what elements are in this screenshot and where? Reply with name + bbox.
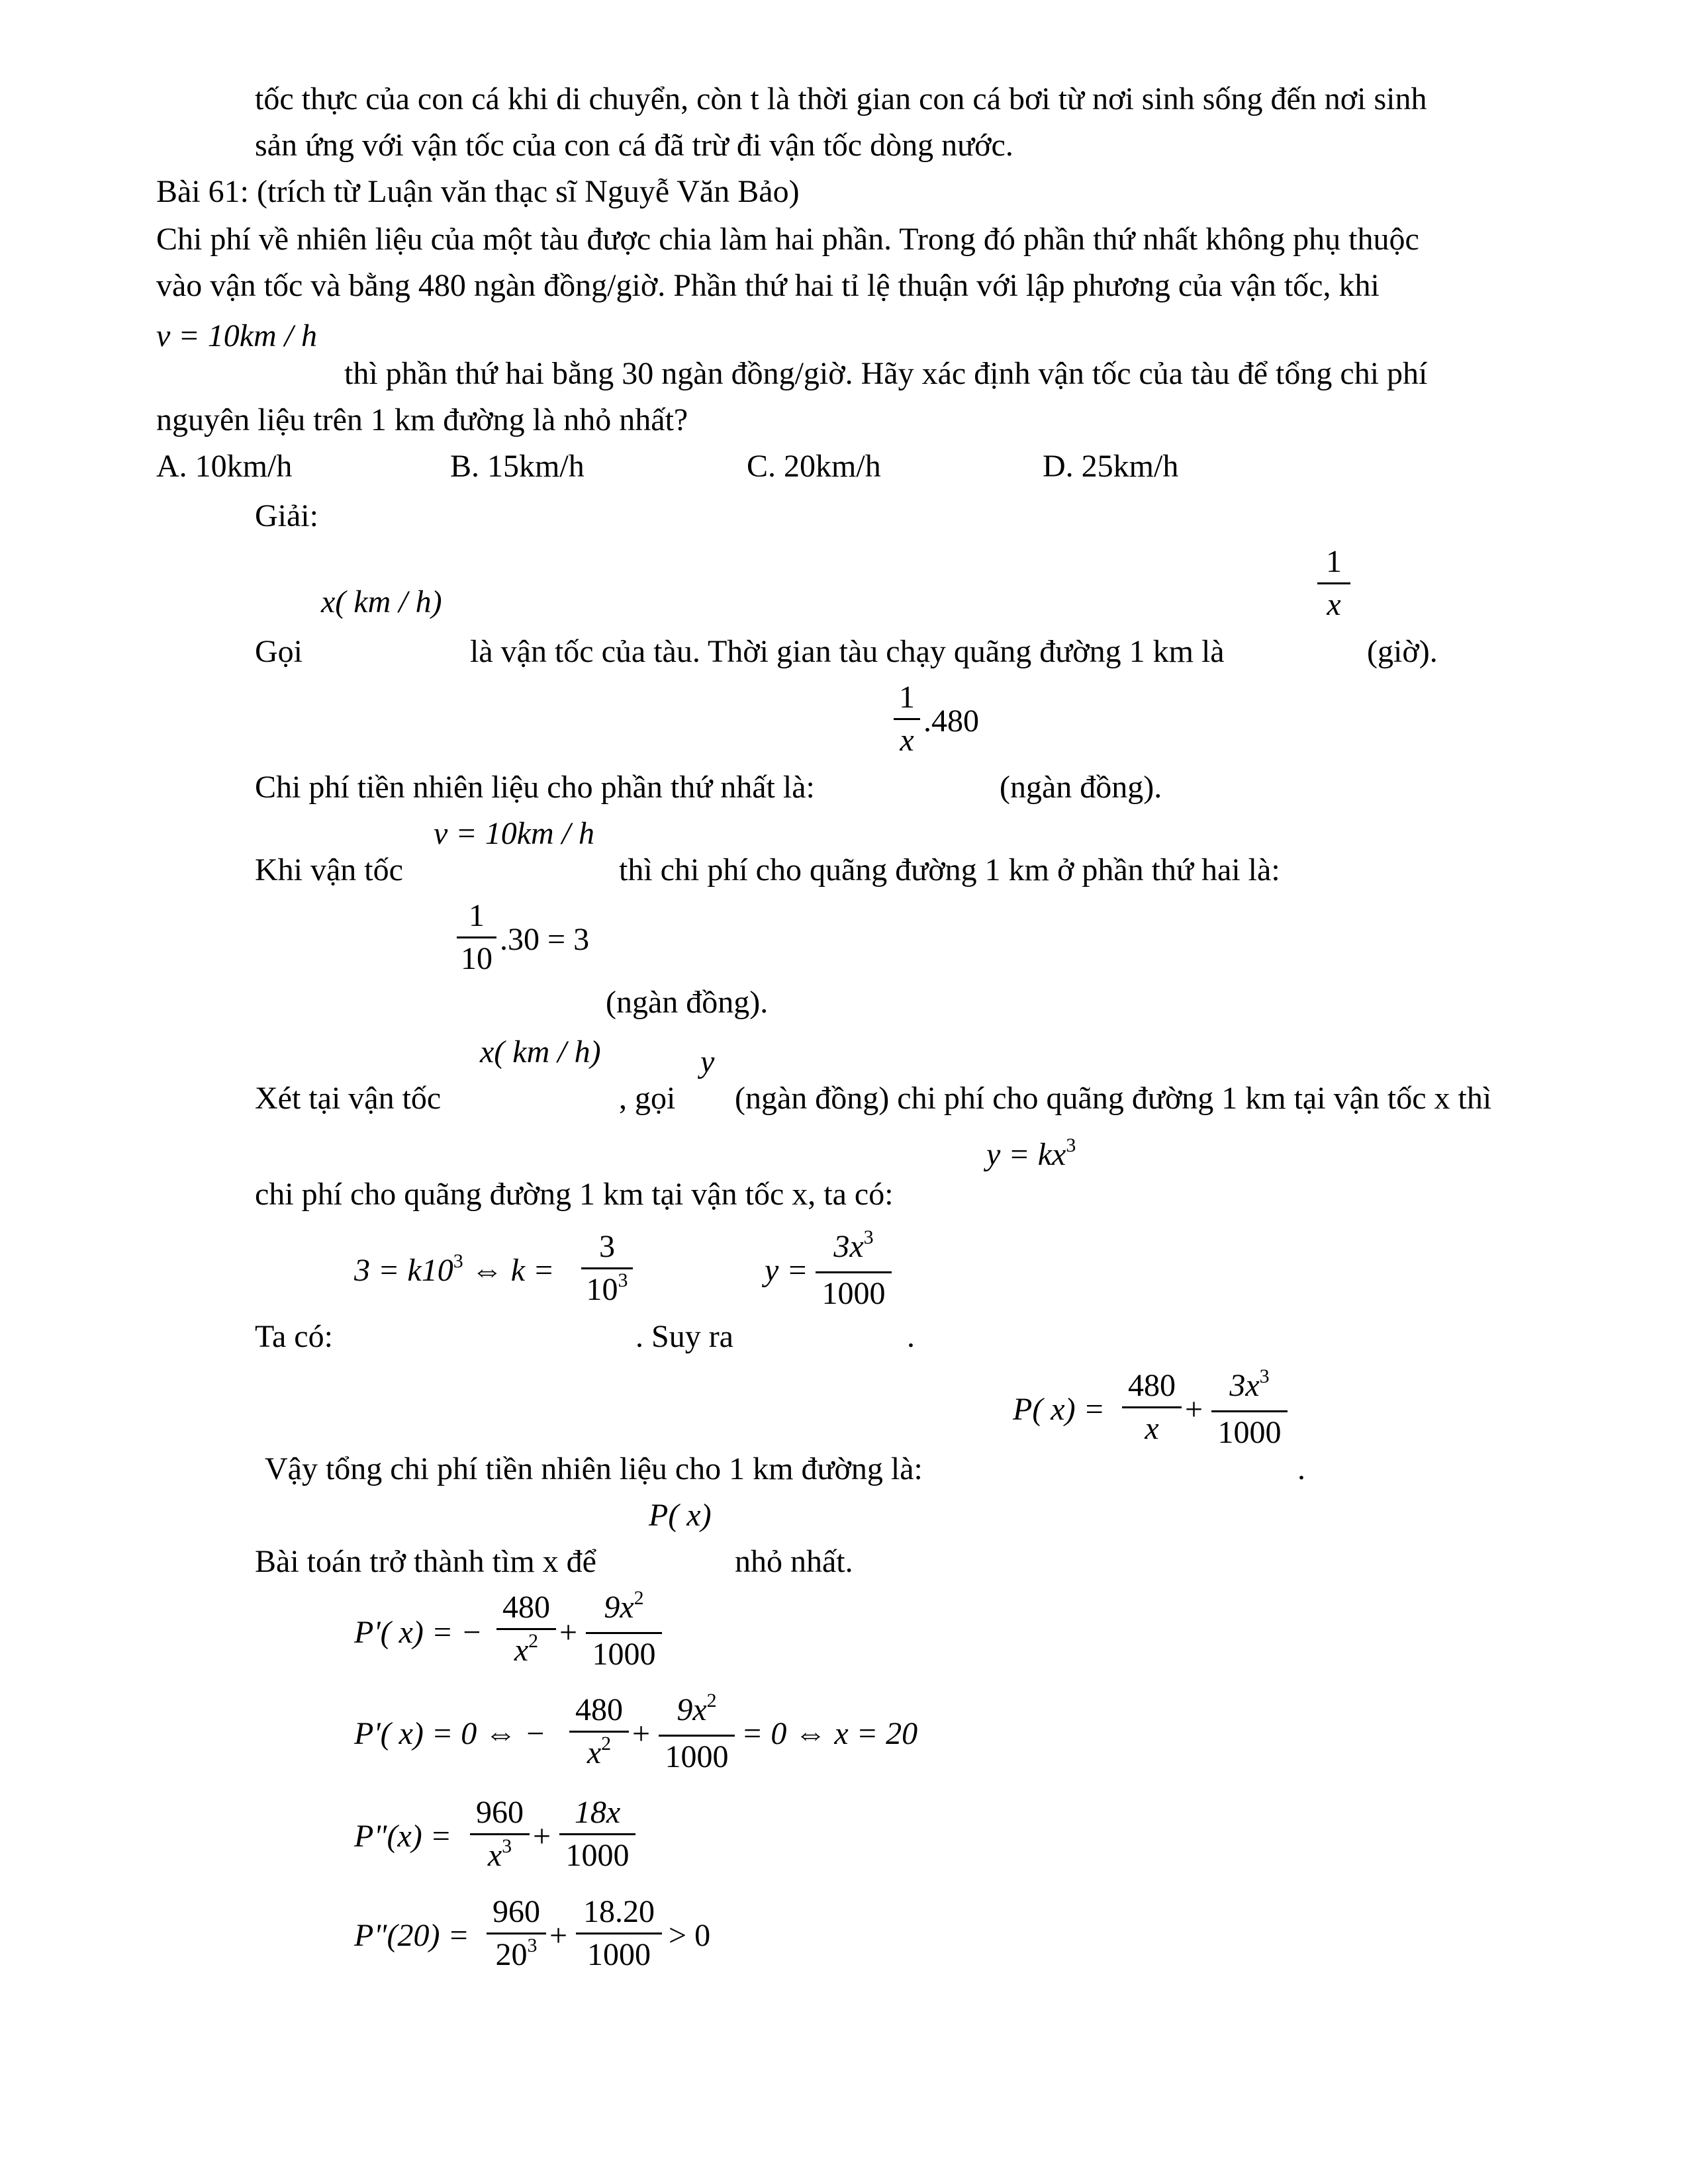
numerator: 3 xyxy=(599,1229,615,1264)
solution-heading: Giải: xyxy=(255,498,318,533)
fraction-1-over-x-480 xyxy=(894,678,920,760)
problem-title: Bài 61: (trích từ Luận văn thạc sĩ Nguyễ Văn Bảo) xyxy=(156,174,800,209)
fraction-1820-over-1000 xyxy=(576,1893,662,1974)
fraction-480-over-x2-b xyxy=(569,1691,629,1776)
intro-line-1: tốc thực của con cá khi di chuyển, còn t là thời gian con cá bơi từ nơi sinh sống đến nơi sinh xyxy=(255,81,1427,116)
taco-label: Ta có: xyxy=(255,1319,333,1354)
xet-sentence: (ngàn đồng) chi phí cho quãng đường 1 km tại vận tốc x thì xyxy=(735,1081,1492,1116)
plus-sign-4: + xyxy=(533,1819,551,1854)
option-a: A. 10km/h xyxy=(156,449,293,484)
denominator: $x^2$ xyxy=(586,1733,612,1770)
goi-2: , gọi xyxy=(619,1081,676,1116)
unit-ngan-dong: (ngàn đồng). xyxy=(606,985,769,1020)
denominator: 1000 xyxy=(592,1637,656,1672)
fraction-480-over-x xyxy=(1122,1367,1182,1448)
fraction-9x2-over-1000 xyxy=(586,1588,662,1674)
denominator: 1000 xyxy=(565,1838,630,1873)
fraction-1-over-x xyxy=(1317,543,1350,624)
fraction-18x-over-1000 xyxy=(559,1794,635,1875)
denominator: $x^2$ xyxy=(514,1630,539,1668)
nhonhat-label: nhỏ nhất. xyxy=(735,1544,853,1579)
option-d: D. 25km/h xyxy=(1043,449,1179,484)
cost-part-one: Chi phí tiền nhiên liệu cho phần thứ nhất là: xyxy=(255,770,815,805)
math-second-derivative-20: P"(20) = xyxy=(354,1918,469,1953)
problem-line-4: nguyên liệu trên 1 km đường là nhỏ nhất? xyxy=(156,402,688,437)
denominator: $20^3$ xyxy=(495,1934,538,1972)
intro-line-2: sản ứng với vận tốc của con cá đã trừ đi vận tốc dòng nước. xyxy=(255,128,1013,163)
numerator: $9x^2$ xyxy=(677,1690,717,1727)
period-2: . xyxy=(1297,1451,1305,1486)
denominator: $10^3$ xyxy=(586,1269,628,1307)
problem-line-3: thì phần thứ hai bằng 30 ngàn đồng/giờ. Hãy xác định vận tốc của tàu để tổng chi phí xyxy=(344,356,1428,391)
math-v-eq: v = 10km / h xyxy=(434,816,594,851)
option-c: C. 20km/h xyxy=(747,449,881,484)
xet-label: Xét tại vận tốc xyxy=(255,1081,442,1116)
sentence-time-end: (giờ). xyxy=(1367,634,1438,669)
math-P-eq: P( x) = xyxy=(1013,1392,1105,1427)
math-y-eq: y = xyxy=(765,1253,808,1288)
math-derivative-1: P'( x) = − xyxy=(354,1615,483,1650)
fraction-960-over-20-3 xyxy=(487,1893,546,1978)
math-x-unit-2: x( km / h) xyxy=(480,1034,601,1069)
chiphi-sentence: chi phí cho quãng đường 1 km tại vận tốc x, ta có: xyxy=(255,1177,894,1212)
denominator: 1000 xyxy=(821,1276,886,1311)
khi-sentence: thì chi phí cho quãng đường 1 km ở phần thứ hai là: xyxy=(619,852,1280,887)
times-480: .480 xyxy=(923,704,979,739)
numerator: 18x xyxy=(574,1795,621,1830)
denominator: 10 xyxy=(461,941,492,976)
problem-line-2: vào vận tốc và bằng 480 ngàn đồng/giờ. Phần thứ hai tỉ lệ thuận với lập phương của vận tốc, khi xyxy=(156,268,1380,303)
greater-than-zero: > 0 xyxy=(669,1918,711,1953)
problem-velocity: v = 10km / h xyxy=(156,318,317,353)
fraction-480-over-x2 xyxy=(496,1588,556,1674)
fraction-3x3-over-1000 xyxy=(816,1228,892,1313)
math-P-x: P( x) xyxy=(649,1498,712,1533)
numerator: 1 xyxy=(469,898,485,933)
vay-sentence: Vậy tổng chi phí tiền nhiên liệu cho 1 km đường là: xyxy=(265,1451,923,1486)
math-second-derivative: P"(x) = xyxy=(354,1819,452,1854)
numerator: $3x^3$ xyxy=(1229,1365,1270,1403)
numerator: 1 xyxy=(1326,544,1342,579)
denominator: 1000 xyxy=(587,1937,651,1972)
plus-sign: + xyxy=(1185,1392,1203,1427)
plus-sign-2: + xyxy=(559,1615,578,1650)
fraction-9x2-over-1000-b xyxy=(659,1691,735,1776)
math-y: y xyxy=(700,1044,715,1079)
period: . xyxy=(907,1319,915,1354)
numerator: 960 xyxy=(476,1795,524,1830)
denominator: 1000 xyxy=(665,1739,729,1774)
math-k-eq: $3 = k10^3$ ⇔ k = xyxy=(354,1250,555,1288)
denominator: $x^3$ xyxy=(487,1835,512,1873)
times-30: .30 = 3 xyxy=(500,922,590,957)
goi-label: Gọi xyxy=(255,634,303,669)
khi-label: Khi vận tốc xyxy=(255,852,403,887)
fraction-3-over-10-3 xyxy=(581,1228,633,1313)
fraction-1-over-10 xyxy=(457,897,496,978)
numerator: 18.20 xyxy=(583,1894,655,1929)
sentence-time: là vận tốc của tàu. Thời gian tàu chạy quãng đường 1 km là xyxy=(470,634,1225,669)
suyra-label: . Suy ra xyxy=(635,1319,733,1354)
problem-line-1: Chi phí về nhiên liệu của một tàu được chia làm hai phần. Trong đó phần thứ nhất không phụ thuộc xyxy=(156,222,1419,257)
cost-part-one-unit: (ngàn đồng). xyxy=(1000,770,1162,805)
plus-sign-3: + xyxy=(632,1716,651,1751)
plus-sign-5: + xyxy=(549,1918,568,1953)
fraction-3x3-over-1000-b xyxy=(1211,1367,1288,1452)
numerator: 1 xyxy=(899,680,915,715)
numerator: $9x^2$ xyxy=(604,1587,644,1625)
numerator: 480 xyxy=(502,1590,550,1625)
numerator: 480 xyxy=(1128,1368,1176,1403)
numerator: 480 xyxy=(575,1692,623,1727)
math-derivative-2: P'( x) = 0 ⇔ − xyxy=(354,1716,546,1751)
denominator: x xyxy=(1327,587,1341,622)
math-x-unit: x( km / h) xyxy=(321,584,442,619)
baitoan-label: Bài toán trở thành tìm x để xyxy=(255,1544,596,1579)
denominator: 1000 xyxy=(1217,1415,1282,1450)
fraction-960-over-x3 xyxy=(470,1794,530,1879)
option-b: B. 15km/h xyxy=(450,449,585,484)
math-y-kx3: $y = kx^3$ xyxy=(986,1134,1076,1172)
denominator: x xyxy=(900,723,914,758)
denominator: x xyxy=(1145,1411,1159,1446)
numerator: 960 xyxy=(492,1894,540,1929)
numerator: $3x^3$ xyxy=(833,1226,874,1264)
math-derivative-2-rhs: = 0 ⇔ x = 20 xyxy=(741,1716,918,1751)
